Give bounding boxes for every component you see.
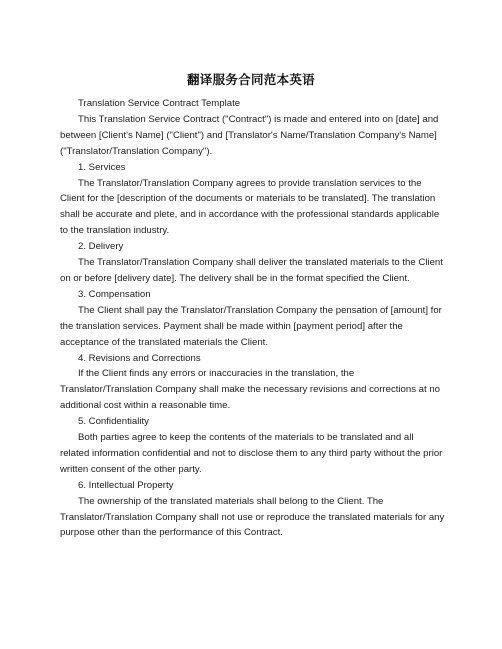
section-heading-compensation: 3. Compensation: [78, 288, 151, 300]
intro-paragraph: This Translation Service Contract ("Contract") is made and entered into on [date] and between [Client's Name] ("Client") and [Translator's Name/Translation Company's Name] ("Translator/Translation Company").: [60, 113, 439, 157]
section-heading-services: 1. Services: [78, 161, 126, 173]
section-heading-delivery: 2. Delivery: [78, 241, 124, 253]
section-text-confidentiality: Both parties agree to keep the contents of the materials to be translated and all related information confidential and not to disclose them to any third party without the prior written consent of the other party.: [60, 432, 443, 475]
document-subtitle: Translation Service Contract Template: [78, 98, 241, 109]
section-heading-revisions: 4. Revisions and Corrections: [78, 352, 201, 364]
section-text-services: The Translator/Translation Company agrees to provide translation services to the Client for the [description of the documents or materials to be translated]. The translation shall be accurate and plete, and in accordance with the professional standards applicable to the translation industry.: [60, 177, 440, 237]
section-heading-intellectual-property: 6. Intellectual Property: [78, 479, 174, 491]
document-body: [60, 96, 445, 541]
section-text-delivery: The Translator/Translation Company shall deliver the translated materials to the Client on or before [delivery date]. The delivery shall be in the format specified the Client.: [60, 257, 443, 284]
section-heading-confidentiality: 5. Confidentiality: [78, 416, 149, 428]
section-text-compensation: The Client shall pay the Translator/Translation Company the pensation of [amount] for the translation services. Payment shall be made within [payment period] after the acceptance of the translated materials the Client.: [60, 304, 442, 348]
document-title: 翻译服务合同范本英语: [186, 72, 315, 87]
section-text-revisions: If the Client finds any errors or inaccuracies in the translation, the Translator/Translation Company shall make the necessary revisions and corrections at no additional cost within a reasonable time.: [60, 368, 441, 412]
section-text-intellectual-property: The ownership of the translated materials shall belong to the Client. The Translator/Translation Company shall not use or reproduce the translated materials for any purpose other than the performance of this Contract.: [60, 495, 445, 539]
